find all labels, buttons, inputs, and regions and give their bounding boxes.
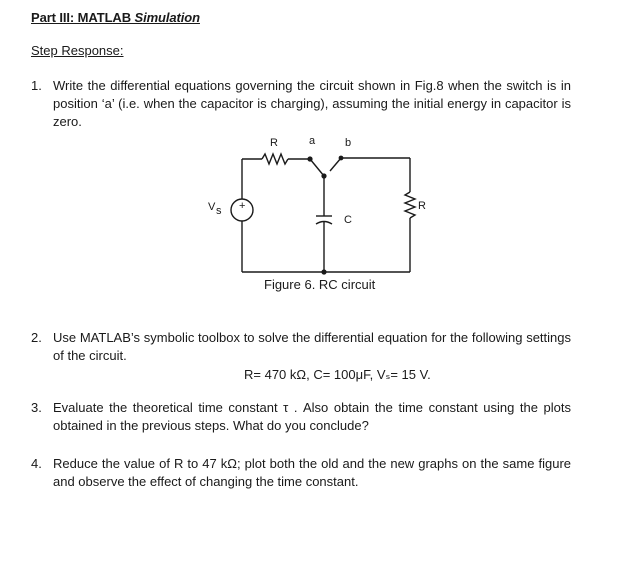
label-source-sub: s — [216, 205, 222, 217]
rc-circuit-diagram — [200, 130, 426, 275]
switch-contact-a — [307, 156, 312, 161]
label-capacitor: C — [344, 214, 352, 226]
label-switch-a: a — [309, 135, 316, 147]
label-r-left: R — [270, 137, 278, 149]
label-r-right: R — [418, 200, 426, 212]
question-text: Use MATLAB’s symbolic toolbox to solve the differential equation for the following settings of the circuit. — [53, 330, 571, 363]
question-number: 4. — [31, 456, 42, 471]
switch-blade-b — [330, 158, 341, 171]
question-4 — [31, 455, 571, 491]
question-text: Evaluate the theoretical time constant τ . Also obtain the time constant using the plots obtained in the previous steps. What do you conclude? — [53, 400, 571, 433]
question-2 — [31, 329, 571, 365]
circuit-parameters: R= 470 kΩ, C= 100μF, Vₛ= 15 V. — [244, 367, 431, 382]
page-title: Part III: MATLAB Simulation — [31, 10, 200, 25]
question-number: 1. — [31, 78, 42, 93]
question-1 — [31, 77, 571, 131]
switch-contact-b — [339, 156, 344, 161]
label-switch-b: b — [345, 137, 352, 149]
question-3 — [31, 399, 571, 435]
switch-blade-a — [310, 159, 324, 176]
label-source: V — [208, 201, 216, 213]
ground-node — [321, 269, 326, 274]
section-heading: Step Response: — [31, 43, 124, 58]
figure-caption: Figure 6. RC circuit — [264, 277, 376, 292]
resistor-r-left — [262, 154, 288, 164]
question-number: 2. — [31, 330, 42, 345]
switch-pivot — [321, 173, 326, 178]
label-source-plus: + — [239, 200, 246, 212]
question-text: Write the differential equations governing the circuit shown in Fig.8 when the switch is in position ‘a’ (i.e. when the capacitor is charging), assuming the initial energy in capacitor is zero. — [53, 78, 571, 129]
resistor-r-right — [405, 192, 415, 218]
question-number: 3. — [31, 400, 42, 415]
question-text: Reduce the value of R to 47 kΩ; plot both the old and the new graphs on the same figure and observe the effect of changing the time constant. — [53, 456, 571, 489]
